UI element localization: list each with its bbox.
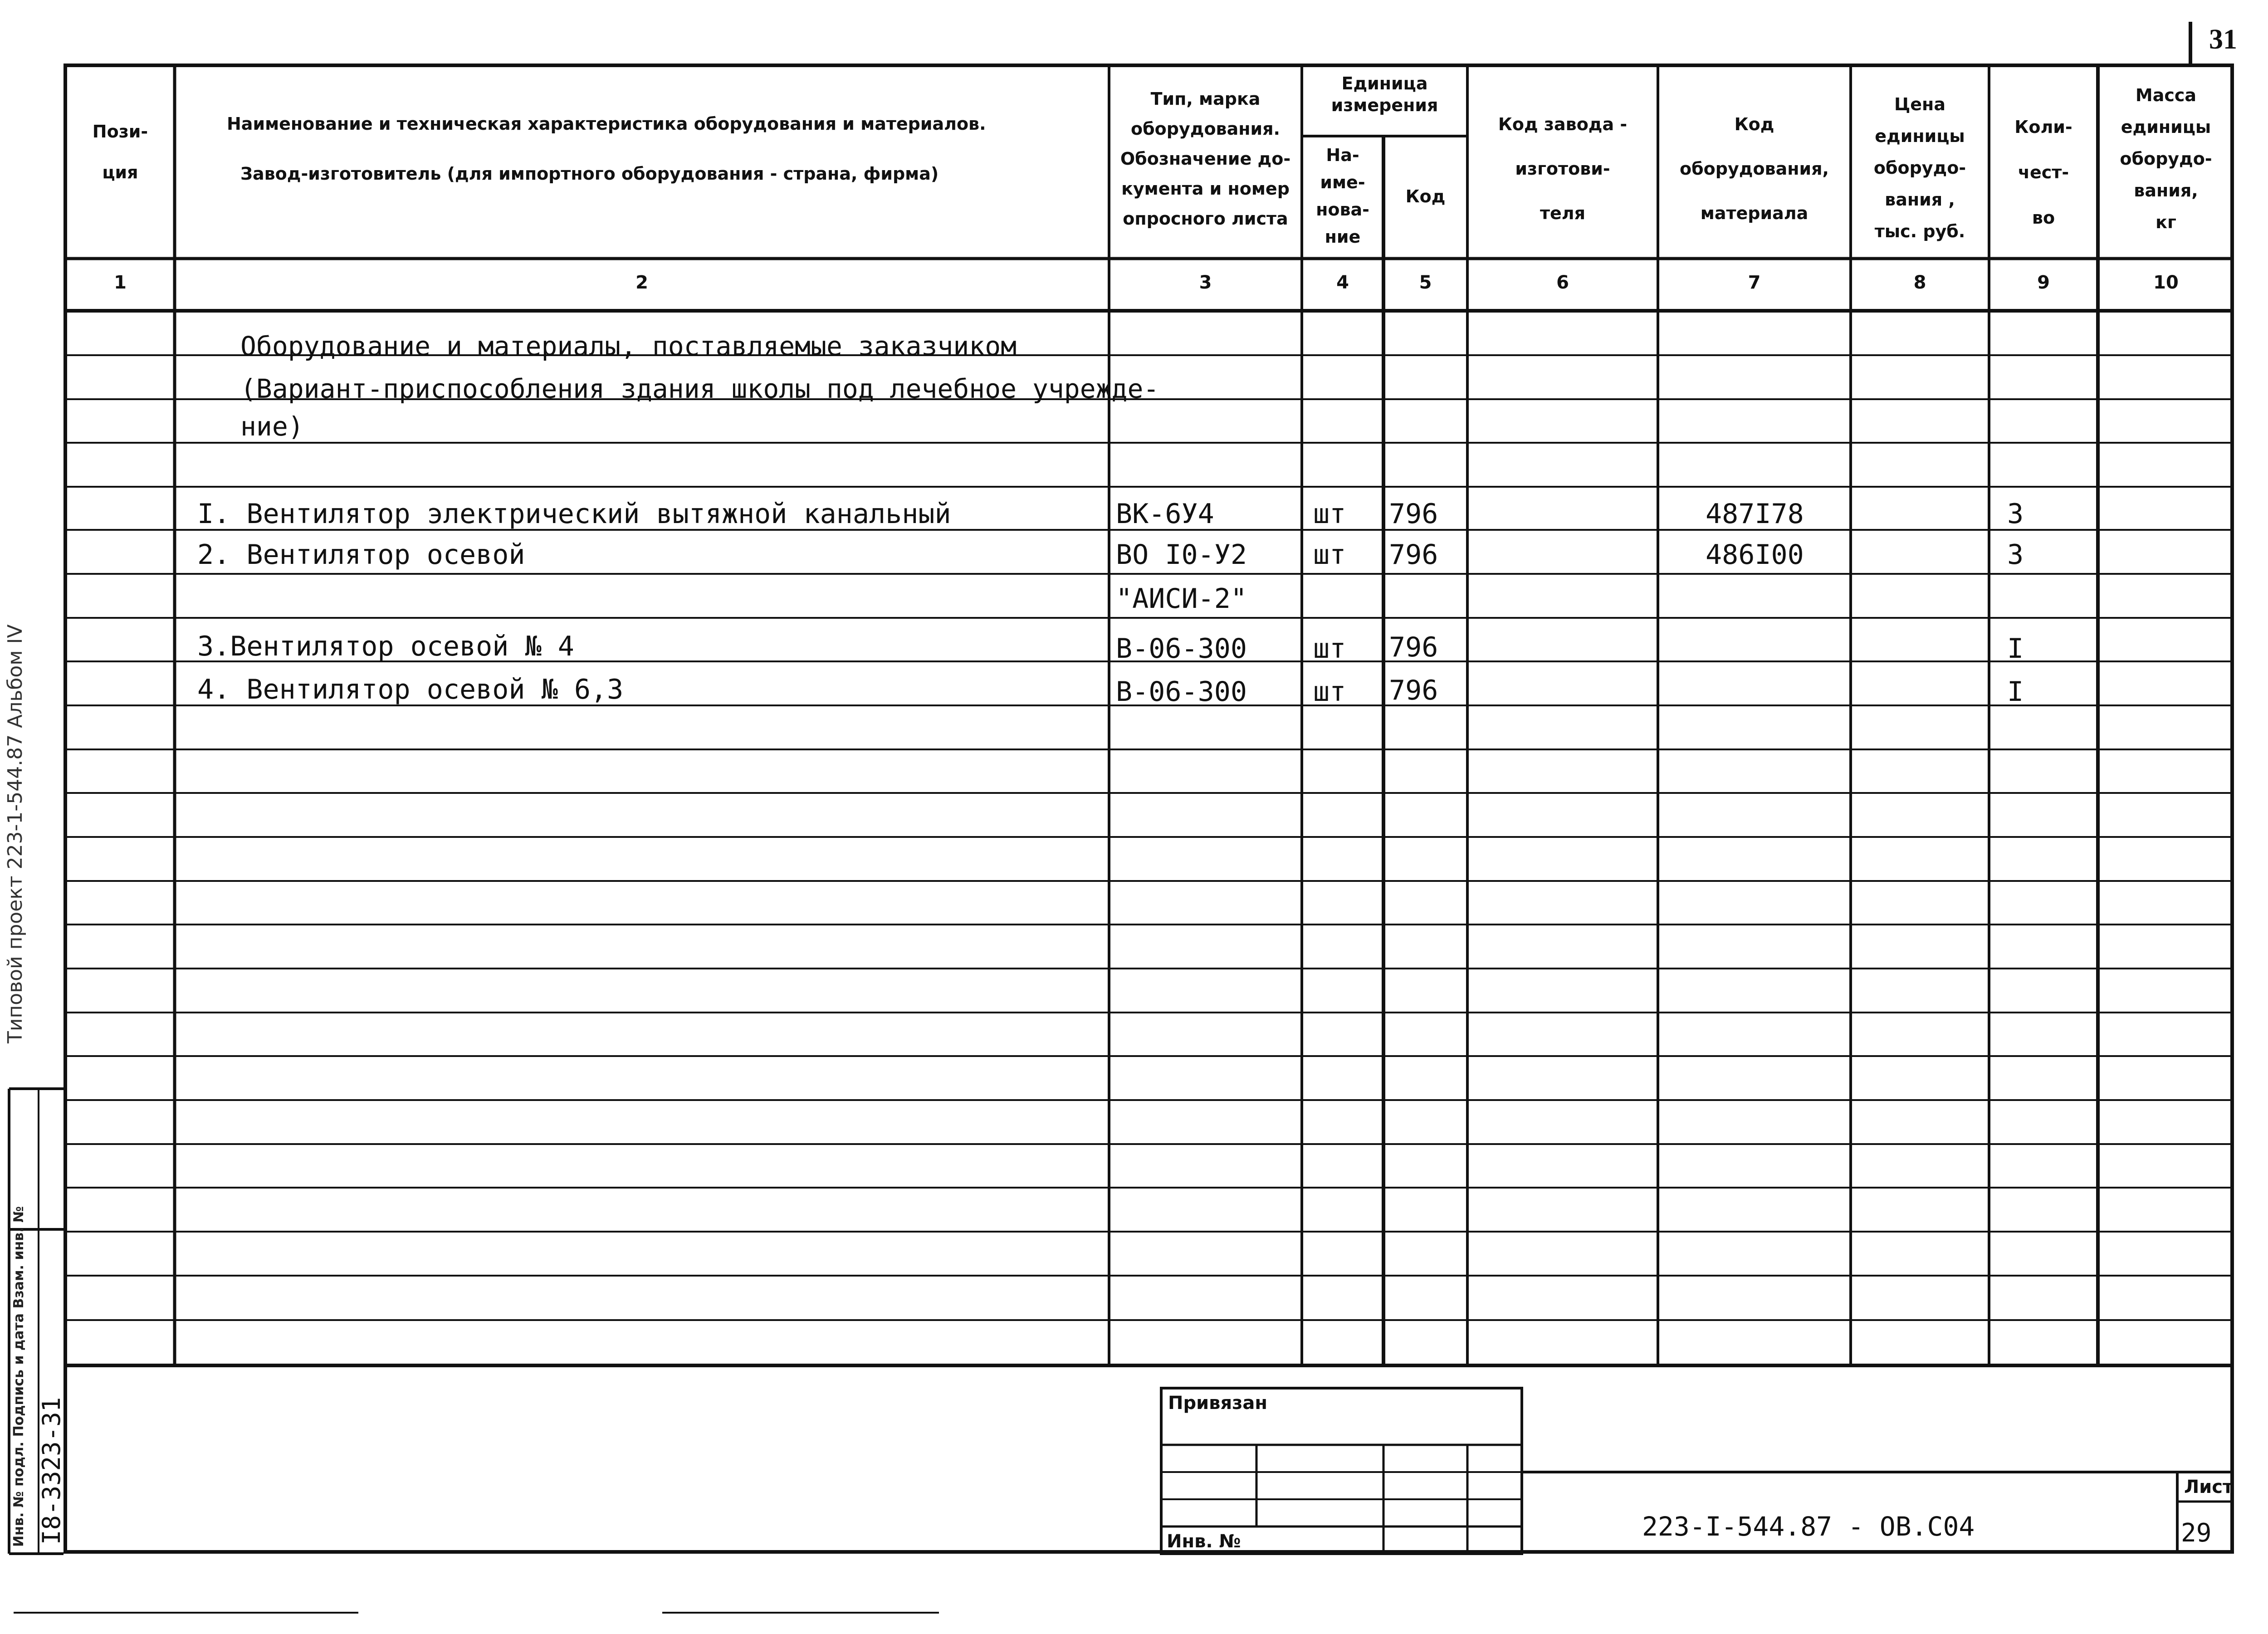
column-number: 10 bbox=[2153, 272, 2179, 293]
item-unit: шт bbox=[1313, 498, 1346, 530]
column-number: 3 bbox=[1199, 272, 1212, 293]
item-type: ВК-6У4 bbox=[1116, 498, 1214, 530]
item-quantity: 3 bbox=[2007, 539, 2024, 571]
item-unit-code: 796 bbox=[1389, 498, 1438, 530]
item-type: В-06-300 bbox=[1116, 676, 1247, 708]
item-type: "АИСИ-2" bbox=[1116, 583, 1247, 615]
header-equipment-code: Код оборудования, материала bbox=[1680, 114, 1829, 223]
item-type: ВО I0-У2 bbox=[1116, 539, 1247, 571]
sheet-number: 29 bbox=[2181, 1518, 2212, 1548]
item-equipment-code: 486I00 bbox=[1706, 539, 1804, 571]
item-unit-code: 796 bbox=[1389, 539, 1438, 571]
header-position: Пози- ция bbox=[92, 122, 148, 182]
item-name: 2. Вентилятор осевой bbox=[197, 539, 525, 571]
column-number: 1 bbox=[114, 272, 127, 293]
item-unit-code: 796 bbox=[1389, 675, 1438, 706]
header-type: Тип, марка оборудования. Обозначение до- кумента и номер опросного листа bbox=[1120, 89, 1291, 229]
item-unit-code: 796 bbox=[1389, 631, 1438, 663]
section-title-line3: ние) bbox=[240, 411, 304, 442]
item-name: 3.Вентилятор осевой № 4 bbox=[197, 631, 574, 662]
page-number: 31 bbox=[2209, 24, 2237, 55]
column-number: 2 bbox=[635, 272, 648, 293]
item-equipment-code: 487I78 bbox=[1706, 498, 1804, 530]
item-quantity: I bbox=[2007, 676, 2024, 708]
header-name-line2: Завод-изготовитель (для импортного оборудования - страна, фирма) bbox=[240, 164, 939, 184]
column-number: 8 bbox=[1913, 272, 1926, 293]
stamp-privyazan: Привязан bbox=[1168, 1393, 1268, 1414]
column-number: 5 bbox=[1419, 272, 1432, 293]
section-title-line1: Оборудование и материалы, поставляемые заказчиком bbox=[240, 331, 1017, 362]
item-quantity: I bbox=[2007, 633, 2024, 665]
album-number: I8-3323-31 bbox=[37, 1397, 66, 1545]
column-number: 6 bbox=[1556, 272, 1569, 293]
column-number: 4 bbox=[1336, 272, 1349, 293]
stamp-inv-no: Инв. № bbox=[1167, 1531, 1241, 1552]
side-vertical-title: Типовой проект 223-1-544.87 Альбом IV bbox=[4, 624, 27, 1043]
column-number: 7 bbox=[1748, 272, 1761, 293]
section-title-line2: (Вариант-приспособления здания школы под лечебное учрежде- bbox=[240, 373, 1159, 404]
item-type: В-06-300 bbox=[1116, 633, 1247, 665]
header-unit: Единица измерения bbox=[1331, 73, 1438, 115]
header-name-line1: Наименование и техническая характеристика оборудования и материалов. bbox=[227, 114, 986, 134]
header-factory-code: Код завода - изготови- теля bbox=[1498, 114, 1628, 223]
side-inventory-labels: Инв. № подл. Подпись и дата Взам. инв. № bbox=[11, 1206, 27, 1547]
item-unit: шт bbox=[1313, 676, 1346, 708]
header-quantity: Коли- чест- во bbox=[2014, 117, 2072, 228]
item-name: 4. Вентилятор осевой № 6,3 bbox=[197, 674, 624, 705]
column-number: 9 bbox=[2037, 272, 2050, 293]
header-price: Цена единицы оборудо- вания , тыс. руб. bbox=[1873, 94, 1966, 241]
sheet-label: Лист bbox=[2184, 1477, 2234, 1497]
header-mass: Масса единицы оборудо- вания, кг bbox=[2120, 85, 2212, 232]
item-unit: шт bbox=[1313, 633, 1346, 665]
item-unit: шт bbox=[1313, 539, 1346, 571]
item-quantity: 3 bbox=[2007, 498, 2024, 530]
item-name: I. Вентилятор электрический вытяжной канальный bbox=[197, 498, 951, 530]
header-unit-code: Код bbox=[1405, 186, 1446, 206]
header-unit-name: На- име- нова- ние bbox=[1316, 145, 1369, 247]
document-code: 223-I-544.87 - ОВ.С04 bbox=[1642, 1511, 1975, 1542]
